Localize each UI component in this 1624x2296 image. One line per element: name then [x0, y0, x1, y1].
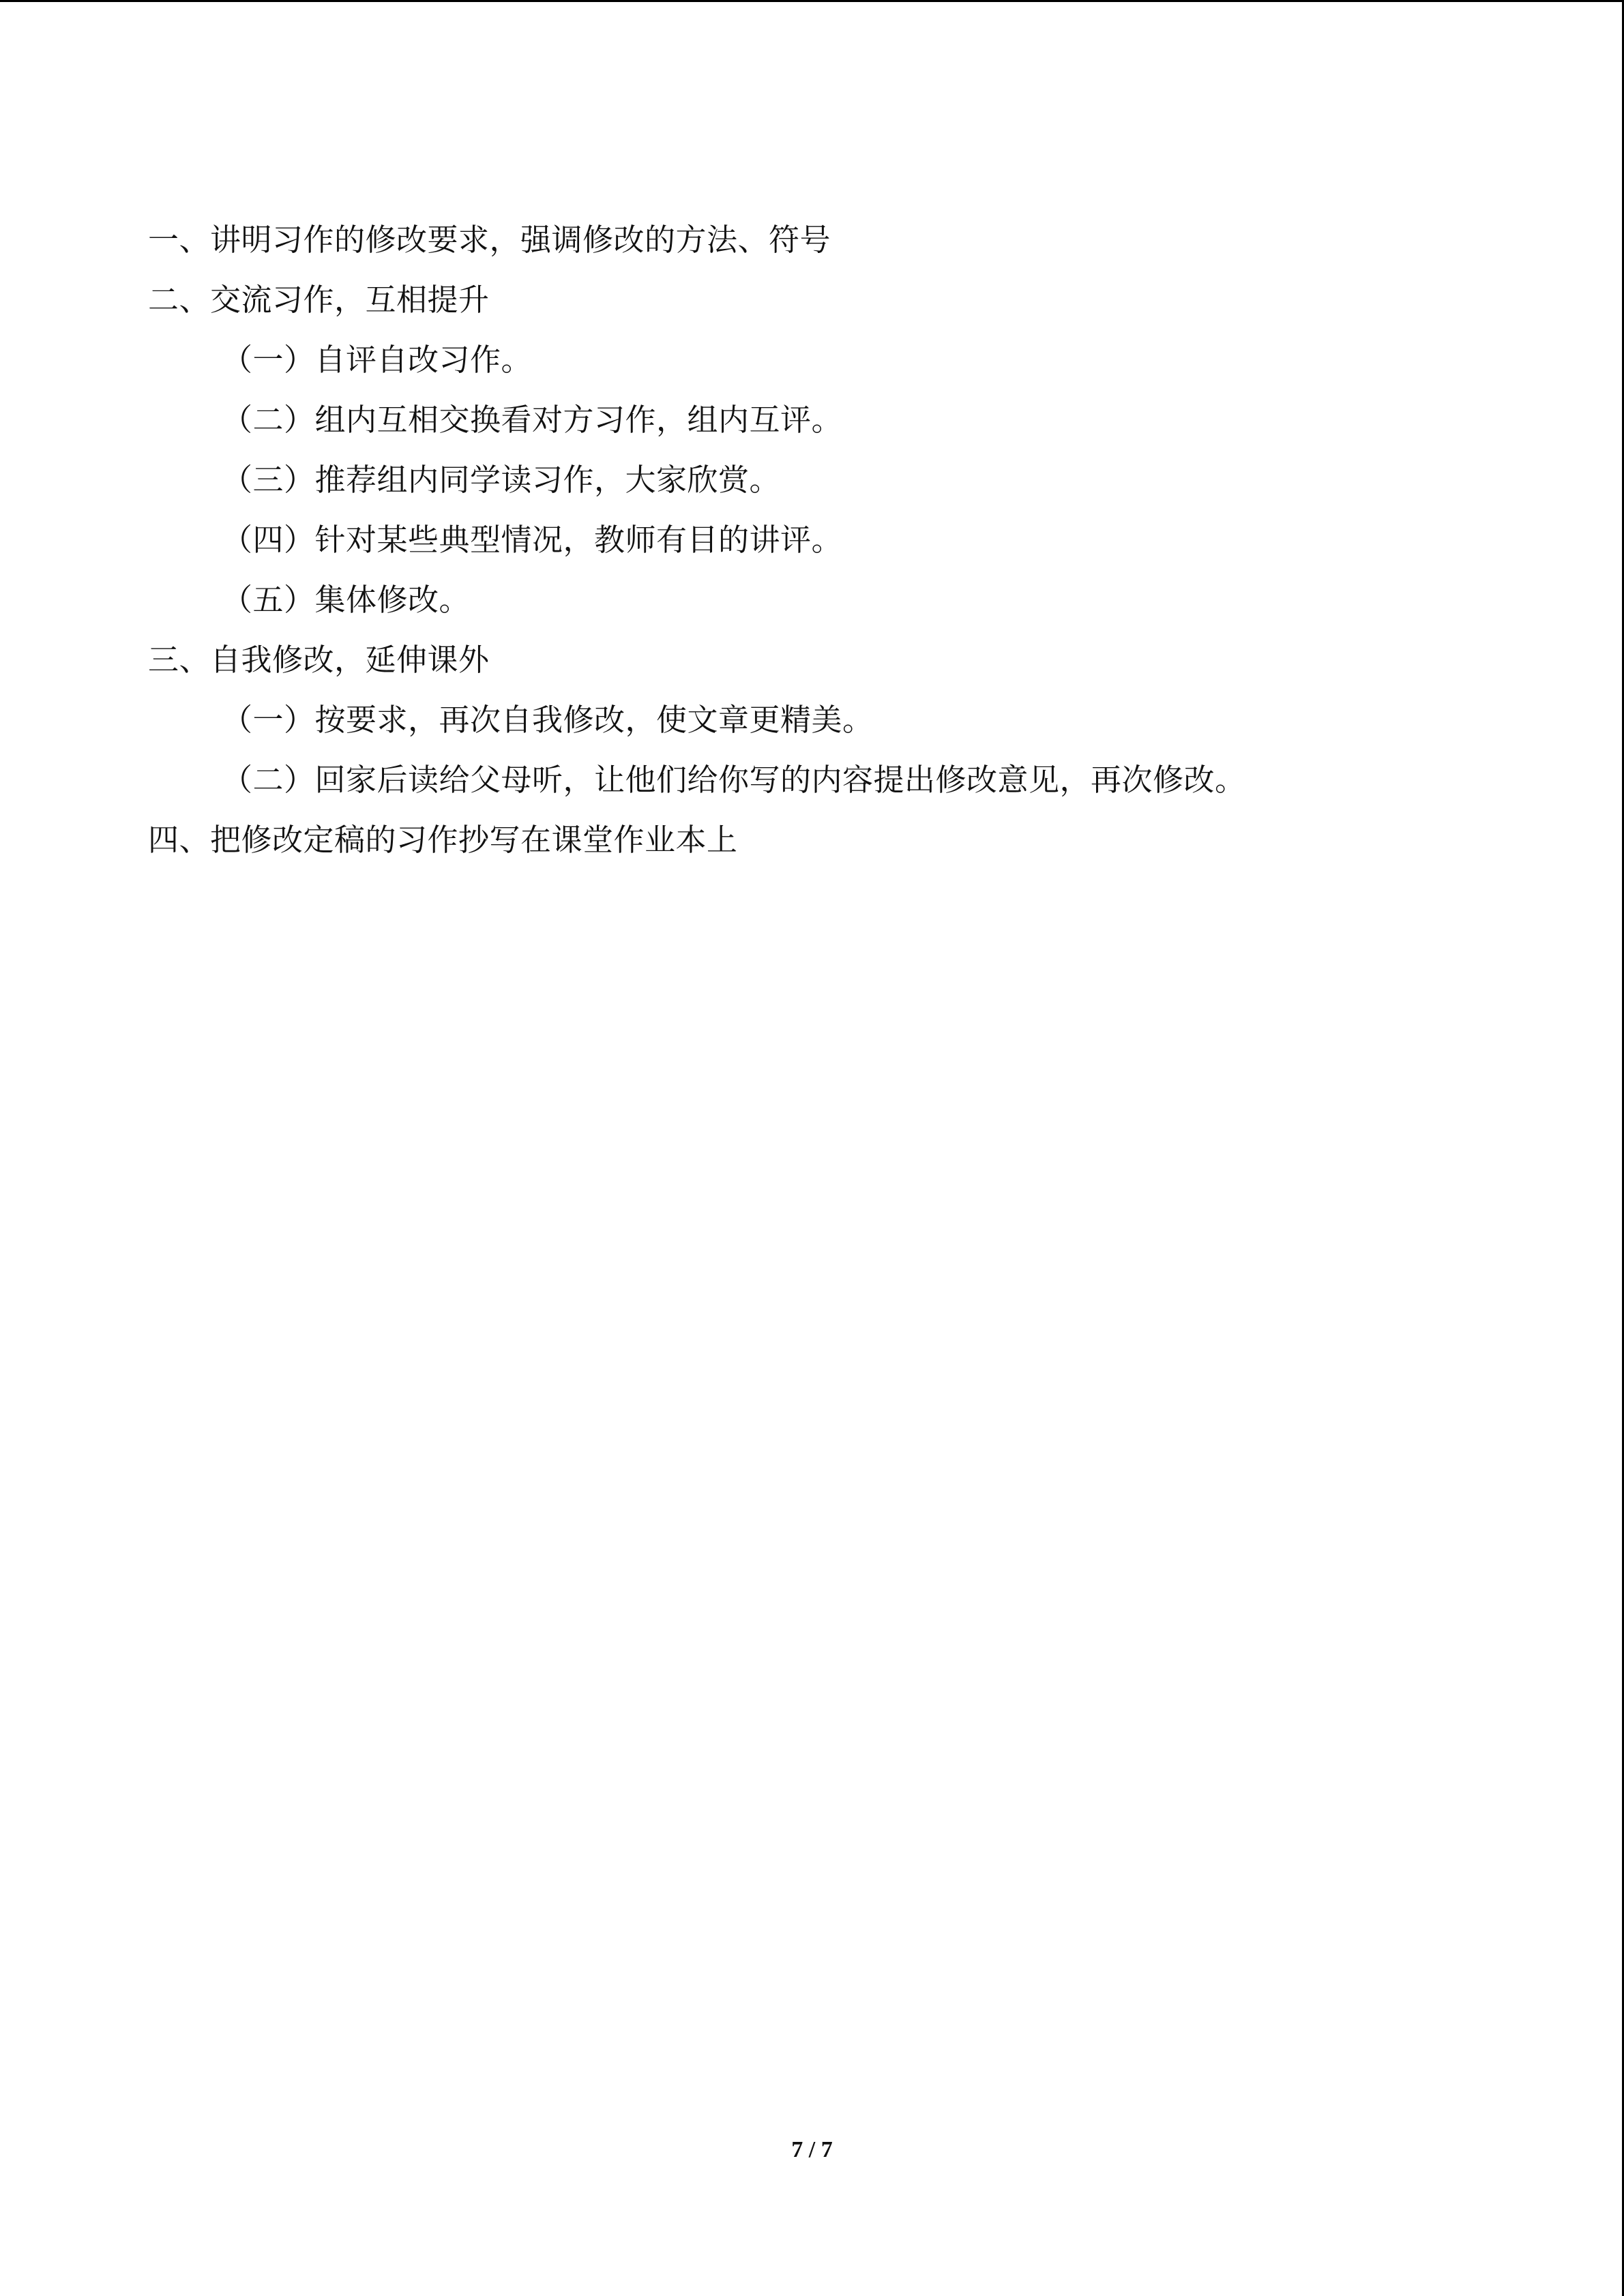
page-number: 7 / 7: [791, 2137, 833, 2162]
section-heading-1: 一、讲明习作的修改要求，强调修改的方法、符号: [148, 222, 831, 258]
sub-item-3-1: （一）按要求，再次自我修改，使文章更精美。: [222, 702, 874, 738]
section-heading-4: 四、把修改定稿的习作抄写在课堂作业本上: [148, 822, 738, 858]
sub-item-3-2: （二）回家后读给父母听，让他们给你写的内容提出修改意见，再次修改。: [222, 762, 1246, 798]
section-heading-2: 二、交流习作，互相提升: [148, 282, 490, 318]
section-heading-3: 三、自我修改，延伸课外: [148, 642, 490, 678]
sub-item-2-5: （五）集体修改。: [222, 582, 471, 618]
sub-item-2-1: （一）自评自改习作。: [222, 342, 533, 378]
sub-item-2-4: （四）针对某些典型情况，教师有目的讲评。: [222, 522, 843, 558]
sub-item-2-2: （二）组内互相交换看对方习作，组内互评。: [222, 402, 843, 438]
lesson-outline: [148, 210, 1512, 870]
sub-item-2-3: （三）推荐组内同学读习作，大家欣赏。: [222, 462, 781, 498]
